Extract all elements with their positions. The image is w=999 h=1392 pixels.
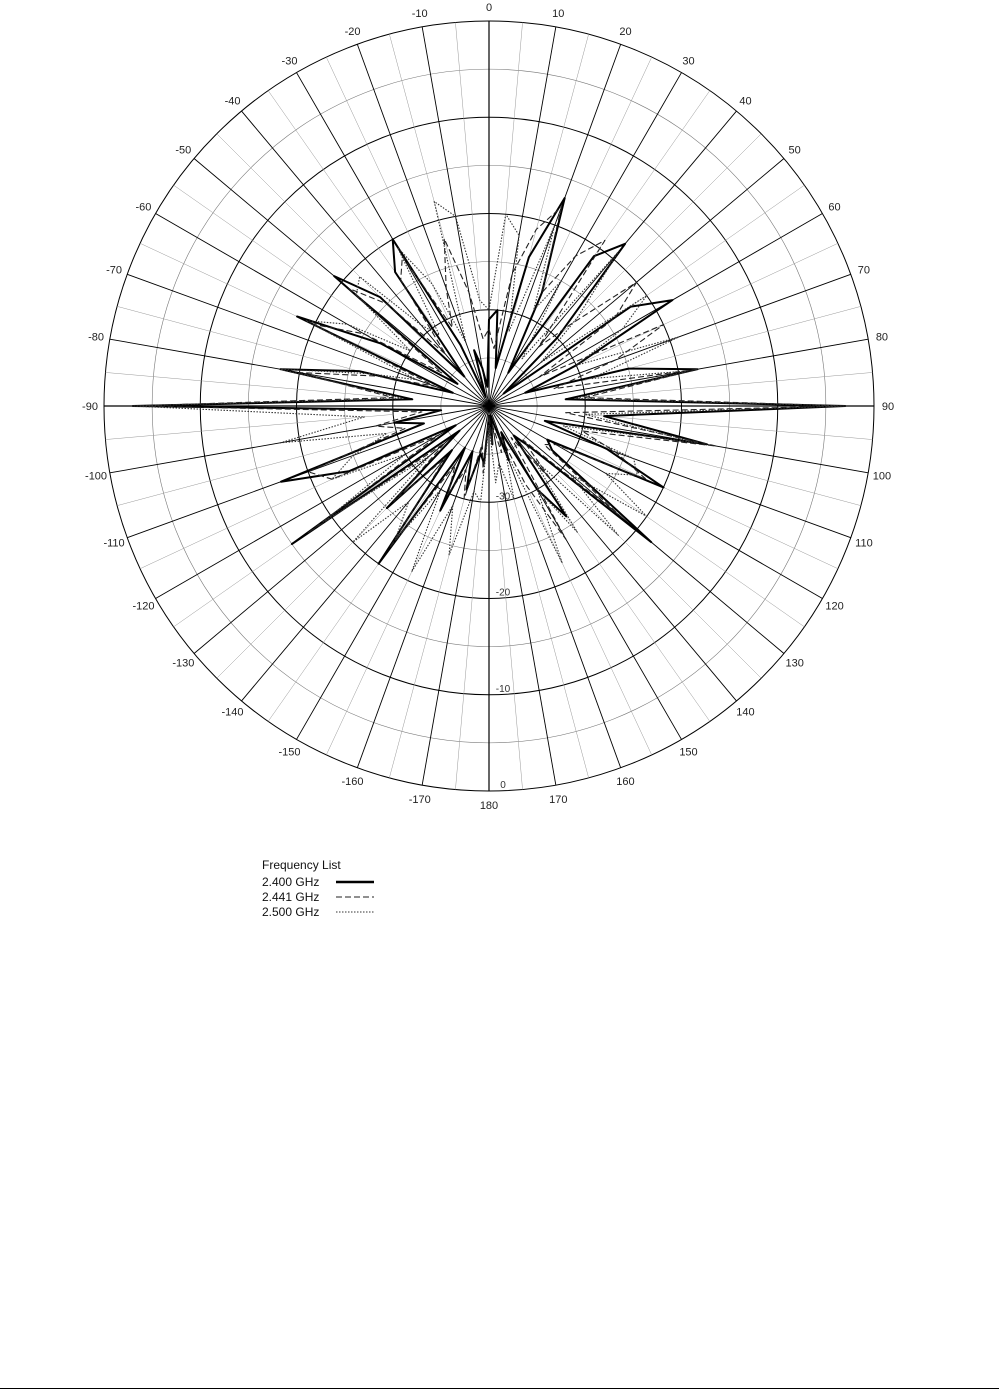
legend-swatch-dotted	[336, 909, 376, 915]
angle-tick-label: -20	[344, 26, 361, 39]
angle-tick-label: -140	[221, 706, 244, 719]
angle-tick-label: 180	[479, 800, 499, 812]
grid-spoke	[389, 499, 464, 778]
radial-tick-label: 0	[500, 780, 506, 791]
angle-tick-label: 10	[552, 8, 565, 21]
legend-entry-2441	[262, 889, 376, 904]
angle-tick-label: 80	[875, 331, 889, 344]
radial-tick-label: -10	[495, 683, 511, 695]
angle-tick-label: 0	[485, 2, 493, 14]
polar-grid	[104, 21, 874, 791]
legend-swatch-dashed	[336, 894, 376, 900]
legend-label: 2.400 GHz	[262, 874, 320, 889]
legend-label: 2.441 GHz	[262, 889, 320, 904]
grid-spoke	[497, 502, 522, 790]
legend-entry-2500	[262, 904, 376, 919]
angle-tick-label: 50	[788, 144, 801, 157]
legend-label: 2.500 GHz	[262, 904, 320, 919]
angle-tick-label: 170	[549, 793, 568, 806]
grid-spoke	[582, 431, 861, 506]
grid-spoke	[422, 406, 489, 785]
grid-spoke	[357, 44, 489, 406]
grid-spoke	[174, 185, 411, 351]
grid-spoke	[497, 22, 522, 310]
grid-spoke	[530, 57, 652, 319]
grid-spoke	[326, 57, 448, 319]
angle-tick-label: -160	[341, 775, 364, 788]
angle-tick-label: -70	[106, 264, 123, 277]
legend-swatch-solid	[336, 879, 376, 885]
grid-spoke	[455, 22, 480, 310]
angle-tick-label: 150	[679, 746, 698, 759]
angle-tick-label: 160	[616, 775, 635, 788]
angle-tick-label: -80	[88, 331, 105, 344]
angle-tick-label: -90	[82, 401, 98, 413]
angle-tick-label: -30	[281, 55, 298, 68]
angle-tick-label: -130	[172, 657, 195, 670]
angle-tick-label: -60	[135, 201, 152, 214]
grid-spoke	[105, 414, 393, 439]
angle-tick-label: 130	[785, 657, 804, 670]
grid-spoke	[326, 493, 448, 755]
angle-tick-label: 120	[825, 600, 844, 613]
grid-spoke	[455, 502, 480, 790]
angle-tick-label: -100	[85, 470, 108, 483]
grid-spoke	[530, 493, 652, 755]
grid-spoke	[389, 34, 464, 313]
angle-tick-label: 70	[857, 264, 871, 277]
grid-spoke	[514, 499, 589, 778]
angle-tick-label: 100	[872, 470, 892, 483]
angle-tick-label: 90	[881, 401, 895, 413]
grid-spoke	[268, 485, 434, 722]
angle-tick-label: 60	[828, 201, 841, 214]
grid-spoke	[297, 406, 490, 739]
radial-tick-labels	[496, 491, 511, 791]
angle-tick-label: -10	[411, 8, 428, 21]
angle-tick-label: 110	[855, 537, 873, 550]
angle-tick-label: -110	[103, 537, 125, 550]
radial-tick-label: -20	[495, 587, 511, 599]
angle-tick-label: -120	[132, 600, 155, 613]
grid-spoke	[568, 461, 805, 627]
grid-spoke	[127, 406, 489, 538]
radial-tick-label: -30	[495, 491, 511, 503]
angle-tick-label: 140	[736, 706, 755, 719]
grid-spoke	[140, 243, 402, 365]
legend	[262, 858, 376, 919]
angle-tick-label: -40	[224, 95, 241, 108]
angle-tick-label: -150	[278, 746, 301, 759]
angle-tick-label: 40	[739, 95, 752, 108]
legend-title: Frequency List	[262, 858, 341, 872]
bottom-rule	[0, 1388, 999, 1389]
grid-spoke	[489, 73, 682, 406]
grid-spoke	[489, 44, 621, 406]
angle-tick-label: -50	[175, 144, 192, 157]
angle-tick-label: -170	[408, 793, 431, 806]
legend-entry-2400	[262, 874, 376, 889]
angle-tick-label: 20	[619, 26, 632, 39]
angle-tick-label: 30	[682, 55, 695, 68]
grid-spoke	[576, 243, 838, 365]
